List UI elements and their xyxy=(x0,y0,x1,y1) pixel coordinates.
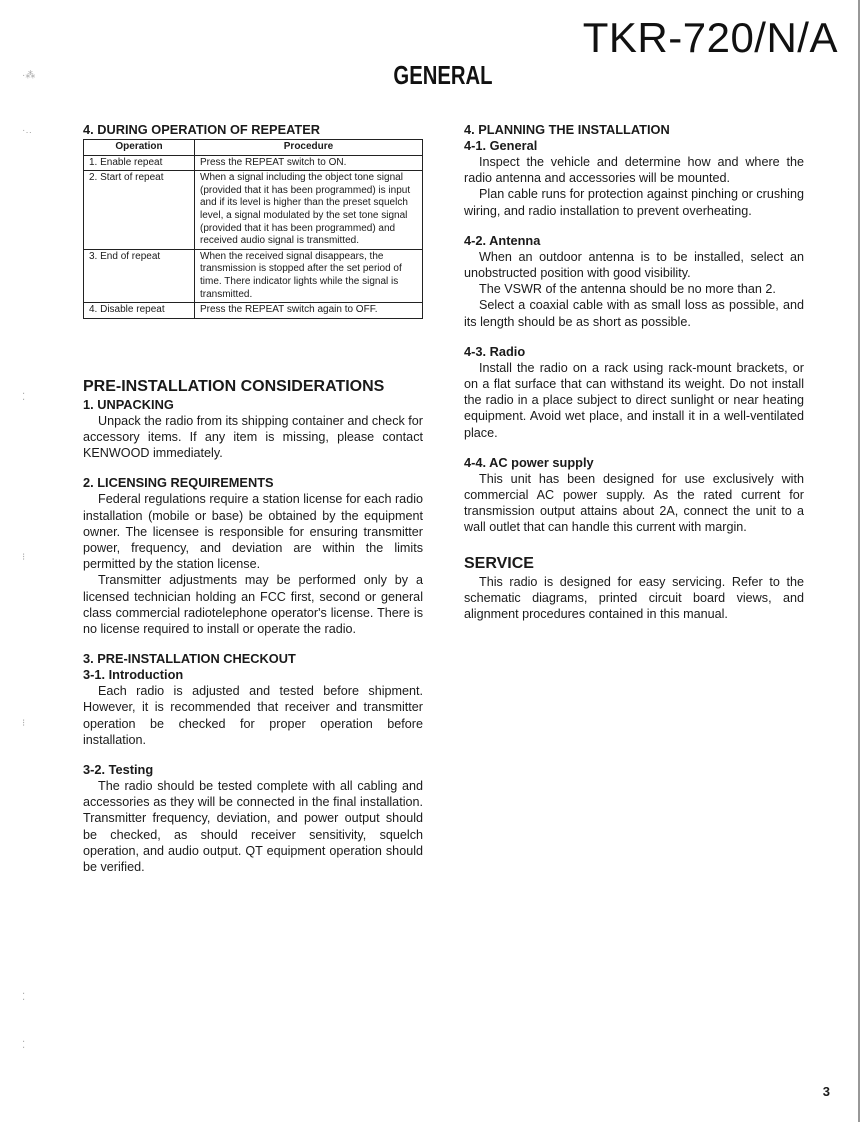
operation-cell: 4. Disable repeat xyxy=(84,303,195,319)
scan-speck: ⁚ xyxy=(22,992,26,1003)
antenna-paragraph: The VSWR of the antenna should be no more than 2. xyxy=(479,282,776,297)
general-paragraph: Inspect the vehicle and determine how and where the radio antenna and accessories will be mounted. xyxy=(464,155,804,186)
page-edge-line xyxy=(858,0,860,1122)
operation-cell: 1. Enable repeat xyxy=(84,155,195,171)
scan-speck: ·⁂ xyxy=(22,70,36,81)
table-row xyxy=(84,171,423,250)
introduction-heading: 3-1. Introduction xyxy=(83,667,184,683)
testing-heading: 3-2. Testing xyxy=(83,761,154,777)
model-title: TKR-720/N/A xyxy=(582,14,838,61)
operation-cell: 3. End of repeat xyxy=(84,249,195,302)
table-row xyxy=(84,249,423,302)
page-number: 3 xyxy=(822,1084,830,1099)
radio-text: Install the radio on a rack using rack-mount brackets, or on a flat surface that can withstand its weight. Do not install the radio in a place subject to direct sunlight or near heating equipment. Avoid wet place, and install it in a well-ventilated place. xyxy=(464,360,804,440)
pre-installation-heading: PRE-INSTALLATION CONSIDERATIONS xyxy=(83,377,385,395)
scan-speck: ⁝ xyxy=(22,552,26,563)
ac-power-heading: 4-4. AC power supply xyxy=(464,454,594,470)
procedure-cell: Press the REPEAT switch to ON. xyxy=(195,155,423,171)
general-subheading: 4-1. General xyxy=(464,138,538,153)
service-text: This radio is designed for easy servicing. Refer to the schematic diagrams, printed circuit board views, and alignment procedures contained in this manual. xyxy=(464,574,804,622)
right-column xyxy=(464,122,804,622)
unpacking-heading: 1. UNPACKING xyxy=(83,396,174,412)
ac-power-text: This unit has been designed for use exclusively with commercial AC power supply. As the rated current for transmission output attains about 2A, connect the unit to a wall outlet that can handle this current with margin. xyxy=(464,471,804,535)
licensing-paragraph: Transmitter adjustments may be performed only by a licensed technician holding an FCC first, second or general class commercial radiotelephone operator's license. There is no license required to install or operate the radio. xyxy=(83,573,423,636)
column-header-procedure: Procedure xyxy=(195,140,423,156)
procedure-cell: When a signal including the object tone signal (provided that it has been programmed) is input and if its level is higher than the preset squelch level, a signal modulated by the set tone signal (provided that it has been programmed) and received audio signal is transmitted. xyxy=(195,171,423,250)
licensing-paragraph: Federal regulations require a station license for each radio installation (mobile or base) be obtained by the equipment owner. The licensee is responsible for ensuring transmitter power, frequency, and deviation are within the limits permitted by the station license. xyxy=(83,492,423,572)
scan-speck: ⁚ xyxy=(22,1040,26,1051)
column-header-operation: Operation xyxy=(84,140,195,156)
radio-heading: 4-3. Radio xyxy=(464,343,526,359)
unpacking-text: Unpack the radio from its shipping container and check for accessory items. If any item is missing, please contact KENWOOD immediately. xyxy=(83,413,423,461)
licensing-heading: 2. LICENSING REQUIREMENTS xyxy=(83,475,274,491)
scan-speck: ⁚ xyxy=(22,392,26,403)
table-row xyxy=(84,303,423,319)
procedure-cell: Press the REPEAT switch again to OFF. xyxy=(195,303,423,319)
antenna-paragraph: Select a coaxial cable with as small loss as possible, and its length should be as short as possible. xyxy=(464,298,804,329)
section-title: GENERAL xyxy=(393,60,493,90)
planning-heading: 4. PLANNING THE INSTALLATION xyxy=(464,122,670,137)
service-heading: SERVICE xyxy=(464,554,534,572)
operation-cell: 2. Start of repeat xyxy=(84,171,195,250)
repeater-table xyxy=(83,139,423,319)
procedure-cell: When the received signal disappears, the transmission is stopped after the set period of time. There indicator lights while the signal is transmitted. xyxy=(195,249,423,302)
general-paragraph: Plan cable runs for protection against pinching or crushing wiring, and radio installation to prevent overheating. xyxy=(464,187,804,218)
left-column xyxy=(83,122,423,875)
antenna-paragraph: When an outdoor antenna is to be installed, select an unobstructed position with good visibility. xyxy=(464,249,804,281)
antenna-heading: 4-2. Antenna xyxy=(464,232,541,248)
testing-text: The radio should be tested complete with all cabling and accessories as they will be connected in the final installation. Transmitter frequency, deviation, and power output should be checked, as should receiver sensitivity, squelch operation, and audio output. QT equipment operation should be verified. xyxy=(83,778,423,874)
introduction-text: Each radio is adjusted and tested before shipment. However, it is recommended that receiver and transmitter operation be checked for proper operation before installation. xyxy=(83,684,423,747)
repeater-table-title: 4. DURING OPERATION OF REPEATER xyxy=(83,122,320,137)
scan-speck: ·‥ xyxy=(22,125,33,136)
checkout-heading: 3. PRE-INSTALLATION CHECKOUT xyxy=(83,651,296,667)
scan-speck: ⁝ xyxy=(22,718,26,729)
table-row xyxy=(84,155,423,171)
